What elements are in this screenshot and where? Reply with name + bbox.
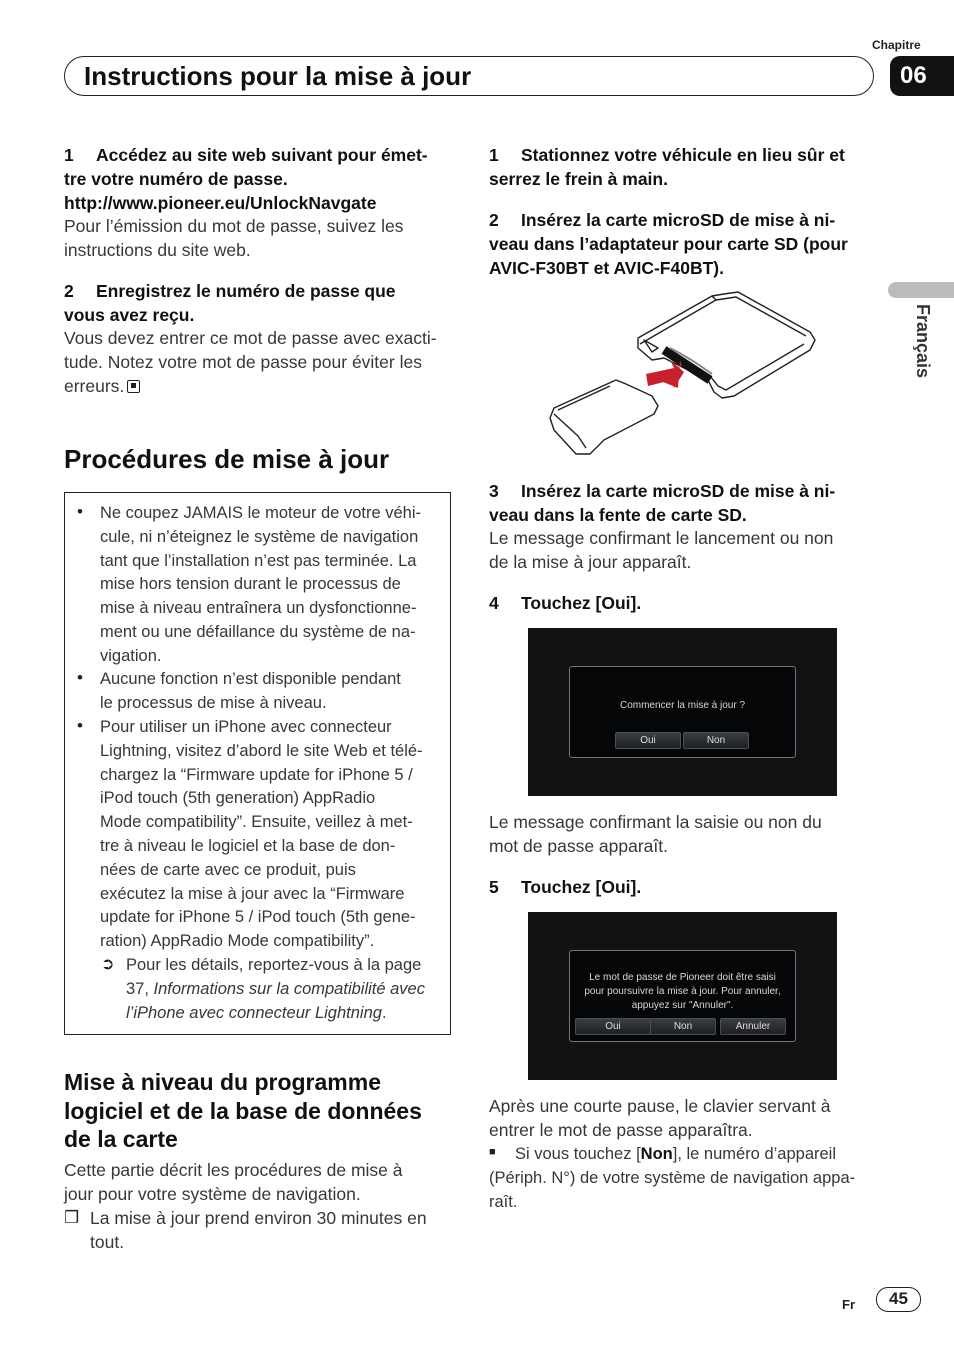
body-line: erreurs. [64,375,125,396]
warning-line: mise à niveau entraînera un dysfonctionne- [100,599,417,618]
reference-title: Informations sur la compatibilité avec [153,979,425,998]
warning-line: Lightning, visitez d’abord le site Web et télé- [100,741,423,760]
step-heading-line: serrez le frein à main. [489,169,668,189]
dialog-message: Commencer la mise à jour ? [619,700,746,711]
warning-line: tre à niveau le logiciel et la base de don- [100,836,396,855]
warning-line: cule, ni n’éteignez le système de navigation [100,527,419,546]
bullet-icon: • [77,716,83,735]
left-step2-body [64,327,459,398]
step-heading-line: Touchez [Oui]. [521,877,642,897]
warning-line: ment ou une défaillance du système de na- [100,622,416,641]
warning-line: mise hors tension durant le processus de [100,575,401,594]
arrow-right-icon: ➲ [101,956,115,973]
reference-line: Pour les détails, reportez-vous à la page [126,956,422,974]
step-heading-line: Enregistrez le numéro de passe que [96,281,396,301]
square-bullet-icon: ■ [489,1146,496,1158]
right-step2-heading [489,208,884,280]
nav-screen-password [528,912,837,1080]
warning-line: exécutez la mise à jour avec la “Firmware [100,884,405,903]
step-number: 1 [489,145,499,165]
body-line: instructions du site web. [64,239,251,260]
oui-button[interactable]: Oui [575,1018,651,1035]
step-number: 4 [489,593,499,613]
tip-text: raît. [489,1192,518,1211]
body-line: Pour l’émission du mot de passe, suivez les [64,216,404,236]
body-line: La mise à jour prend environ 30 minutes en [90,1208,427,1228]
nav-screen-start-update [528,628,837,796]
warning-box [64,492,451,1035]
duration-note [90,1207,460,1255]
page-title: Instructions pour la mise à jour [84,61,472,91]
confirm-dialog [569,666,796,758]
reference-title: l’iPhone avec connecteur Lightning [126,1003,382,1022]
chapter-number-badge: 06 [890,56,954,96]
non-button[interactable]: Non [683,732,749,749]
warning-line: nées de carte avec ce produit, puis [100,860,356,879]
right-step3-body [489,527,884,575]
step-heading-line: Insérez la carte microSD de mise à ni- [521,481,836,501]
right-step1-heading [489,143,884,191]
password-dialog [569,950,796,1042]
body-line: mot de passe apparaît. [489,835,668,856]
page-number: 45 [876,1287,921,1312]
step-heading-line: Stationnez votre véhicule en lieu sûr et [521,145,845,165]
step-heading-line: Insérez la carte microSD de mise à ni- [521,210,836,230]
tip-text: Si vous touchez [ [515,1145,641,1163]
language-tab-bar [888,282,954,298]
warning-line: iPod touch (5th generation) AppRadio [100,789,376,808]
warning-line: le processus de mise à niveau. [100,693,327,712]
tip-text: (Périph. N°) de votre système de navigation appa- [489,1168,856,1187]
dialog-line: pour poursuivre la mise à jour. Pour annuler, [584,986,781,997]
warning-line: vigation. [100,646,162,665]
tip-note [489,1143,879,1214]
body-line: tout. [90,1231,125,1252]
warning-bullet-3 [100,716,445,954]
warning-line: Ne coupez JAMAIS le moteur de votre véhi- [100,504,421,522]
subsection-intro [64,1159,459,1207]
footer-language: Fr [842,1297,855,1312]
body-line: Vous devez entrer ce mot de passe avec exacti- [64,328,437,348]
warning-line: Pour utiliser un iPhone avec connecteur [100,718,392,736]
non-button[interactable]: Non [650,1018,716,1035]
warning-line: chargez la “Firmware update for iPhone 5 / [100,765,413,784]
step-number: 2 [489,210,499,230]
tip-text: ], le numéro d’appareil [672,1145,836,1163]
body-line: Le message confirmant la saisie ou non du [489,812,822,832]
reference-punct: . [381,1003,387,1022]
reference-note [126,954,446,1025]
left-step2-heading [64,279,459,327]
sd-card-illustration [540,288,820,460]
checkbox-icon: ❒ [64,1208,80,1227]
step-number: 5 [489,877,499,897]
warning-bullet-1 [100,502,445,669]
right-step3-heading [489,479,884,527]
warning-line: update for iPhone 5 / iPod touch (5th gene- [100,908,416,927]
warning-bullet-2 [100,668,445,716]
bullet-icon: • [77,502,83,521]
step-heading-line: AVIC-F30BT et AVIC-F40BT). [489,258,724,278]
dialog-line: appuyez sur "Annuler". [631,1000,734,1011]
bullet-icon: • [77,668,83,687]
body-line: jour pour votre système de navigation. [64,1183,361,1204]
oui-button[interactable]: Oui [615,732,681,749]
body-line: Après une courte pause, le clavier servant à [489,1096,831,1116]
step-number: 3 [489,481,499,501]
end-mark-icon [127,380,140,393]
tip-bold: Non [640,1145,673,1163]
right-step4-heading [489,591,641,615]
step-heading-line: tre votre numéro de passe. [64,169,288,189]
after-screen1-text [489,811,884,859]
step-number: 2 [64,281,74,301]
body-line: Cette partie décrit les procédures de mise à [64,1160,403,1180]
body-line: de la mise à jour apparaît. [489,551,692,572]
warning-line: Aucune fonction n’est disponible pendant [100,670,401,688]
left-step1-heading [64,143,459,215]
warning-line: tant que l’installation n’est pas terminée. La [100,551,417,570]
body-line: Le message confirmant le lancement ou non [489,528,834,548]
left-step1-body [64,215,459,263]
dialog-message [570,971,795,1013]
step-heading-line: Touchez [Oui]. [521,593,642,613]
unlock-url-link[interactable]: http://www.pioneer.eu/UnlockNavgate [64,193,377,213]
step-heading-line: vous avez reçu. [64,305,195,325]
reference-page: 37, [126,979,154,998]
subsection-title: Mise à niveau du programme logiciel et de la base de données de la carte [64,1069,422,1152]
step-heading-line: veau dans la fente de carte SD. [489,505,747,525]
step-heading-line: Accédez au site web suivant pour émet- [96,145,428,165]
chapter-label: Chapitre [872,38,921,52]
body-line: entrer le mot de passe apparaîtra. [489,1119,753,1140]
step-heading-line: veau dans l’adaptateur pour carte SD (pour [489,234,848,254]
warning-line: ration) AppRadio Mode compatibility”. [100,932,375,951]
annuler-button[interactable]: Annuler [720,1018,786,1035]
after-screen2-text [489,1095,884,1143]
body-line: tude. Notez votre mot de passe pour éviter les [64,351,422,372]
right-step5-heading [489,875,641,899]
dialog-line: Le mot de passe de Pioneer doit être saisi [589,972,776,983]
section-title: Procédures de mise à jour [64,444,390,474]
step-number: 1 [64,145,74,165]
language-tab-label: Français [913,304,933,379]
warning-line: Mode compatibility”. Ensuite, veillez à met- [100,813,413,832]
